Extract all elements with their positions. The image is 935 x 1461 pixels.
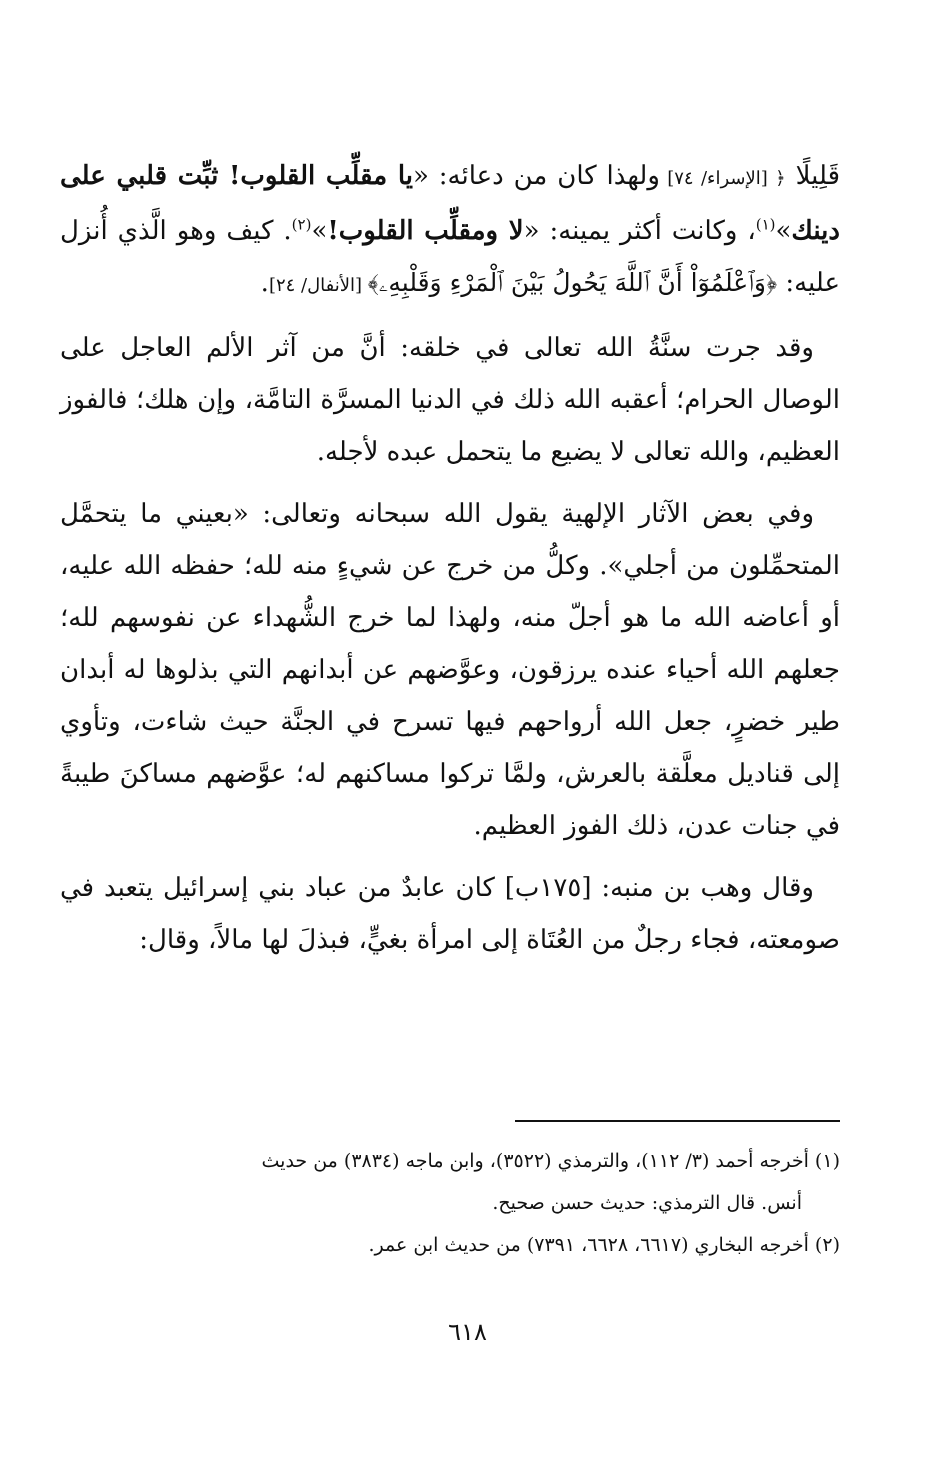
- p1-part7: .: [260, 268, 269, 298]
- footnote-marker-1[interactable]: (١): [755, 215, 776, 234]
- oath-quote: لا ومقلِّب القلوب!: [327, 216, 524, 246]
- p1-part1: قَلِيلًا: [785, 161, 840, 191]
- p1-part5: »: [311, 216, 328, 246]
- footnote-marker-2[interactable]: (٢): [291, 215, 312, 234]
- footnote-divider: [515, 1120, 840, 1122]
- quran-ref-anfal: [الأنفال/ ٢٤]: [268, 275, 368, 296]
- p1-part6: . كيف وهو الَّذي أُنزل عليه:: [60, 216, 840, 298]
- footnote-1-line-1: (١) أخرجه أحمد (٣/ ١١٢)، والترمذي (٣٥٢٢)، وابن ماجه (٣٨٣٤) من حديث: [261, 1150, 840, 1172]
- quran-ref-isra: ﴿ [الإسراء/ ٧٤]: [659, 168, 786, 189]
- paragraph-2: وقد جرت سنَّةُ الله تعالى في خلقه: أنَّ من آثر الألم العاجل على الوصال الحرام؛ أعقبه الله ذلك في الدنيا المسرَّة التامَّة، وإن هلك؛ فالفوز العظيم، والله تعالى لا يضيع ما يتحمل عبده لأجله.: [60, 333, 840, 467]
- p1-part2: ولهذا كان من دعائه: «: [412, 161, 660, 191]
- main-text: [60, 150, 840, 976]
- footnotes: [60, 1140, 840, 1266]
- footnote-1-line-2: أنس. قال الترمذي: حديث حسن صحيح.: [492, 1192, 802, 1214]
- paragraph-3: وفي بعض الآثار الإلهية يقول الله سبحانه وتعالى: «بعيني ما يتحمَّل المتحمِّلون من أجلي». وكلُّ من خرج عن شيءٍ منه لله؛ حفظه الله عليه، أو أعاضه الله ما هو أجلّ منه، ولهذا لما خرج الشُّهداء عن نفوسهم لله؛ جعلهم الله أحياء عنده يرزقون، وعوَّضهم عن أبدانهم التي بذلوها له أبدان طير خضرٍ، جعل الله أرواحهم فيها تسرح في الجنَّة حيث شاءت، وتأوي إلى قناديل معلَّقة بالعرش، ولمَّا تركوا مساكنهم له؛ عوَّضهم مساكنَ طيبةً في جنات عدن، ذلك الفوز العظيم.: [60, 499, 840, 841]
- dua-quote: يا مقلِّب القلوب! ثبِّت قلبي على دينك: [60, 161, 840, 246]
- quran-verse: ﴿وَٱعْلَمُوٓاْ أَنَّ ٱللَّهَ يَحُولُ بَيْنَ ٱلْمَرْءِ وَقَلْبِهِۦ﴾: [367, 268, 778, 297]
- page-number: ٦١٨: [448, 1318, 487, 1346]
- p1-part4: ، وكانت أكثر يمينه: «: [523, 216, 756, 246]
- paragraph-4: وقال وهب بن منبه: [١٧٥ب] كان عابدٌ من عباد بني إسرائيل يتعبد في صومعته، فجاء رجلٌ من العُتَاة إلى امرأة بغيٍّ، فبذلَ لها مالاً، وقال:: [60, 873, 840, 955]
- p1-part3: »: [775, 216, 792, 246]
- paragraph-1: [60, 150, 840, 312]
- footnote-2: (٢) أخرجه البخاري (٦٦١٧، ٦٦٢٨، ٧٣٩١) من حديث ابن عمر.: [368, 1234, 840, 1256]
